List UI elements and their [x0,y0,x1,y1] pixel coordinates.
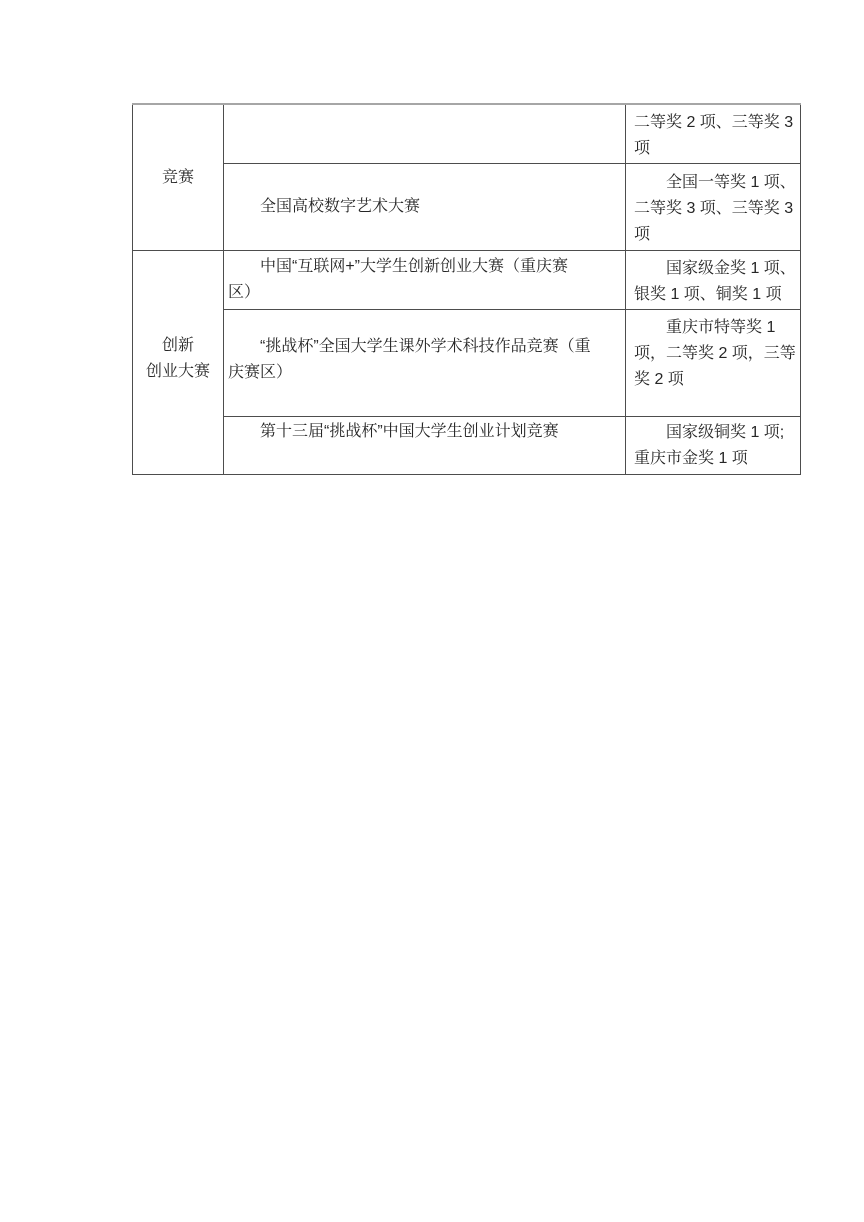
awards-text-line: 二等奖 2 项、三等奖 3 [634,114,794,131]
competition-cell [224,163,626,250]
awards-cell [626,309,801,416]
competition-text-line: “挑战杯”全国大学生课外学术科技作品竞赛（重 [260,337,591,355]
awards-text-line: 重庆市金奖 1 项 [634,449,748,467]
awards-text-line: 国家级铜奖 1 项; [666,423,785,441]
table-row [133,416,801,474]
awards-text-line: 项，二等奖 2 项，三等 [634,344,796,362]
competition-text-line: 全国高校数字艺术大赛 [260,197,421,215]
awards-text-line: 国家级金奖 1 项、 [666,259,796,277]
competition-text-line: 区） [228,283,261,301]
competition-cell [224,250,626,309]
awards-text-line: 重庆市特等奖 1 [666,318,776,336]
awards-cell [626,250,801,309]
awards-cell [626,104,801,163]
awards-cell [626,416,801,474]
awards-text-line: 项 [634,140,651,157]
competition-cell-empty [224,104,626,163]
table-row [133,163,801,250]
category-cell-innovation [133,250,224,474]
awards-text-line: 二等奖 3 项、三等奖 3 [634,199,794,217]
competition-cell [224,309,626,416]
table-row [133,309,801,416]
awards-text-line: 银奖 1 项、铜奖 1 项 [634,285,782,303]
competition-text-line: 中国“互联网+”大学生创新创业大赛（重庆赛 [260,257,569,275]
category-label-line: 创新 [161,336,194,354]
competition-text-line: 第十三届“挑战杯”中国大学生创业计划竞赛 [260,422,559,440]
awards-cell [626,163,801,250]
category-cell-competition [133,104,224,250]
awards-text-line: 奖 2 项 [634,370,684,388]
table-row [133,250,801,309]
competition-text-line: 庆赛区） [228,363,293,381]
awards-table [132,103,801,475]
table-row [133,104,801,163]
competition-cell [224,416,626,474]
awards-text-line: 全国一等奖 1 项、 [666,173,796,191]
category-label-line: 创业大赛 [145,362,210,380]
awards-text-line: 项 [634,225,651,243]
category-label: 竞赛 [161,169,194,186]
